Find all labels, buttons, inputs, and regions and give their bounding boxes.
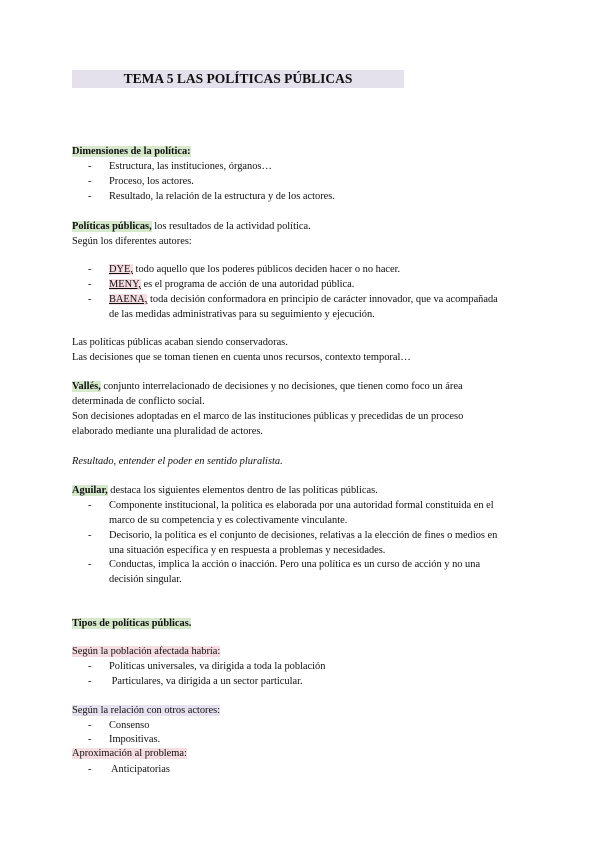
valles-paragraph-line: elaborado mediante una pluralidad de actores.	[72, 426, 263, 437]
list-item-continuation: una situación específica y en respuesta a problemas y necesidades.	[109, 545, 386, 556]
list-item: - Anticipatorias	[88, 764, 170, 775]
list-item: - MENY, es el programa de acción de una autoridad pública.	[88, 279, 355, 290]
poblacion-label: Según la población afectada habría:	[72, 646, 221, 657]
list-item: - Particulares, va dirigida a un sector particular.	[88, 676, 303, 687]
note: Las decisiones que se toman tienen en cuenta unos recursos, contexto temporal…	[72, 352, 411, 363]
note: Las políticas públicas acaban siendo conservadoras.	[72, 337, 288, 348]
list-item: - Consenso	[88, 720, 150, 731]
dimensiones-heading: Dimensiones de la política:	[72, 146, 191, 157]
list-item-continuation: decisión singular.	[109, 574, 182, 585]
valles-paragraph-line: Son decisiones adoptadas en el marco de las instituciones públicas y precedidas de un proceso	[72, 411, 464, 422]
list-item-continuation: marco de su competencia y es colectivamente vinculante.	[109, 515, 348, 526]
valles-paragraph: Vallés, conjunto interrelacionado de decisiones y no decisiones, que tienen como foco un área	[72, 381, 463, 392]
autores-intro: Según los diferentes autores:	[72, 236, 192, 247]
aproximacion-label: Aproximación al problema:	[72, 748, 187, 759]
list-item: - Impositivas.	[88, 734, 161, 745]
valles-paragraph-line: determinada de conflicto social.	[72, 396, 205, 407]
list-item: - DYE, todo aquello que los poderes públicos deciden hacer o no hacer.	[88, 264, 401, 275]
politicas-definition: Políticas públicas, los resultados de la actividad política.	[72, 221, 311, 232]
list-item: - Conductas, implica la acción o inacción. Pero una política es un curso de acción y no una	[88, 559, 481, 570]
list-item: - Estructura, las instituciones, órganos…	[88, 161, 272, 172]
list-item: - Proceso, los actores.	[88, 176, 194, 187]
list-item: - Resultado, la relación de la estructura y de los actores.	[88, 191, 335, 202]
page-title: TEMA 5 LAS POLÍTICAS PÚBLICAS	[72, 70, 404, 88]
list-item: - Decisorio, la política es el conjunto de decisiones, relativas a la elección de fines o medios en	[88, 530, 498, 541]
tipos-heading: Tipos de políticas públicas.	[72, 618, 192, 629]
list-item: - BAENA, toda decisión conformadora en principio de carácter innovador, que va acompañada	[88, 294, 498, 305]
list-item: - Políticas universales, va dirigida a toda la población	[88, 661, 326, 672]
aguilar-intro: Aguilar, destaca los siguientes elementos dentro de las políticas públicas.	[72, 485, 378, 496]
relacion-label: Según la relación con otros actores:	[72, 705, 221, 716]
resultado-note: Resultado, entender el poder en sentido pluralista.	[72, 456, 283, 467]
list-item: - Componente institucional, la política es elaborada por una autoridad formal constituida en el	[88, 500, 494, 511]
list-item-continuation: de las medidas administrativas para su seguimiento y ejecución.	[109, 309, 375, 320]
